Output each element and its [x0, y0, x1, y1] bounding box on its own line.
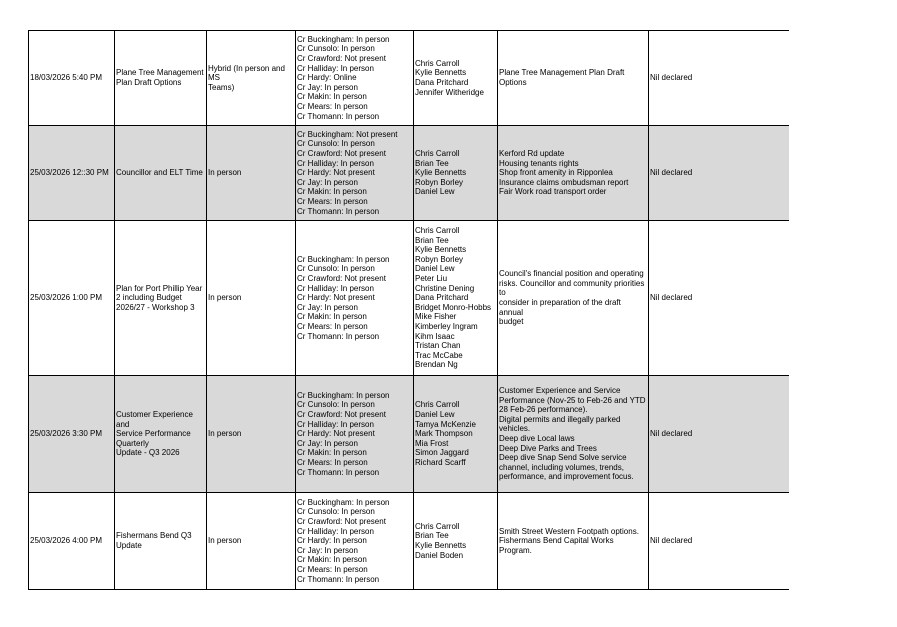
- matters-discussed: Plane Tree Management Plan Draft Options: [498, 31, 649, 126]
- meeting-title: Customer Experience and Service Performance Quarterly Update - Q3 2026: [115, 376, 207, 493]
- meeting-datetime: 25/03/2026 12::30 PM: [29, 126, 115, 221]
- conflicts-of-interest: Nil declared: [649, 221, 789, 376]
- staff-attendance: Chris Carroll Brian Tee Kylie Bennetts Robyn Borley Daniel Lew Peter Liu Christine Dening Dana Pritchard Bridget Monro-Hobbs Mike Fisher Kimberley Ingram Kihm Isaac Tristan Chan Trac McCabe Brendan Ng: [414, 221, 498, 376]
- meeting-datetime: 18/03/2026 5:40 PM: [29, 31, 115, 126]
- matters-discussed: Kerford Rd update Housing tenants rights Shop front amenity in Ripponlea Insurance claims ombudsman report Fair Work road transport order: [498, 126, 649, 221]
- councillor-attendance: Cr Buckingham: In person Cr Cunsolo: In person Cr Crawford: Not present Cr Halliday: In person Cr Hardy: Online Cr Jay: In person Cr Makin: In person Cr Mears: In person Cr Thomann: In person: [296, 31, 414, 126]
- table-row: [29, 126, 789, 221]
- table-row: [29, 221, 789, 376]
- meetings-table: [28, 30, 789, 590]
- councillor-attendance: Cr Buckingham: In person Cr Cunsolo: In person Cr Crawford: Not present Cr Halliday: In person Cr Hardy: In person Cr Jay: In person Cr Makin: In person Cr Mears: In person Cr Thomann: In person: [296, 493, 414, 590]
- staff-attendance: Chris Carroll Brian Tee Kylie Bennetts Robyn Borley Daniel Lew: [414, 126, 498, 221]
- staff-attendance: Chris Carroll Kylie Bennetts Dana Pritchard Jennifer Witheridge: [414, 31, 498, 126]
- table-row: [29, 376, 789, 493]
- meeting-title: Councillor and ELT Time: [115, 126, 207, 221]
- meeting-datetime: 25/03/2026 4:00 PM: [29, 493, 115, 590]
- meeting-datetime: 25/03/2026 3:30 PM: [29, 376, 115, 493]
- conflicts-of-interest: Nil declared: [649, 376, 789, 493]
- councillor-attendance: Cr Buckingham: Not present Cr Cunsolo: In person Cr Crawford: Not present Cr Halliday: In person Cr Hardy: Not present Cr Jay: In person Cr Makin: In person Cr Mears: In person Cr Thomann: In person: [296, 126, 414, 221]
- meeting-mode: In person: [207, 493, 296, 590]
- councillor-attendance: Cr Buckingham: In person Cr Cunsolo: In person Cr Crawford: Not present Cr Halliday: In person Cr Hardy: Not present Cr Jay: In person Cr Makin: In person Cr Mears: In person Cr Thomann: In person: [296, 376, 414, 493]
- meeting-mode: In person: [207, 126, 296, 221]
- conflicts-of-interest: Nil declared: [649, 31, 789, 126]
- staff-attendance: Chris Carroll Brian Tee Kylie Bennetts Daniel Boden: [414, 493, 498, 590]
- meeting-mode: In person: [207, 376, 296, 493]
- meeting-title: Fishermans Bend Q3 Update: [115, 493, 207, 590]
- meetings-table-body: [29, 31, 789, 590]
- matters-discussed: Council's financial position and operating risks. Councillor and community priorities to consider in preparation of the draft annual budget: [498, 221, 649, 376]
- conflicts-of-interest: Nil declared: [649, 126, 789, 221]
- meeting-mode: In person: [207, 221, 296, 376]
- matters-discussed: Smith Street Western Footpath options. Fishermans Bend Capital Works Program.: [498, 493, 649, 590]
- councillor-attendance: Cr Buckingham: In person Cr Cunsolo: In person Cr Crawford: Not present Cr Halliday: In person Cr Hardy: Not present Cr Jay: In person Cr Makin: In person Cr Mears: In person Cr Thomann: In person: [296, 221, 414, 376]
- meeting-mode: Hybrid (In person and MS Teams): [207, 31, 296, 126]
- meeting-datetime: 25/03/2026 1:00 PM: [29, 221, 115, 376]
- table-row: [29, 493, 789, 590]
- meeting-title: Plane Tree Management Plan Draft Options: [115, 31, 207, 126]
- conflicts-of-interest: Nil declared: [649, 493, 789, 590]
- matters-discussed: Customer Experience and Service Performance (Nov-25 to Feb-26 and YTD 28 Feb-26 performance). Digital permits and illegally parked vehicles. Deep dive Local laws Deep Dive Parks and Trees Deep dive Snap Send Solve service channel, including volumes, trends, performance, and improvement focus.: [498, 376, 649, 493]
- meeting-title: Plan for Port Phillip Year 2 including Budget 2026/27 - Workshop 3: [115, 221, 207, 376]
- table-row: [29, 31, 789, 126]
- staff-attendance: Chris Carroll Daniel Lew Tamya McKenzie Mark Thompson Mia Frost Simon Jaggard Richard Scarff: [414, 376, 498, 493]
